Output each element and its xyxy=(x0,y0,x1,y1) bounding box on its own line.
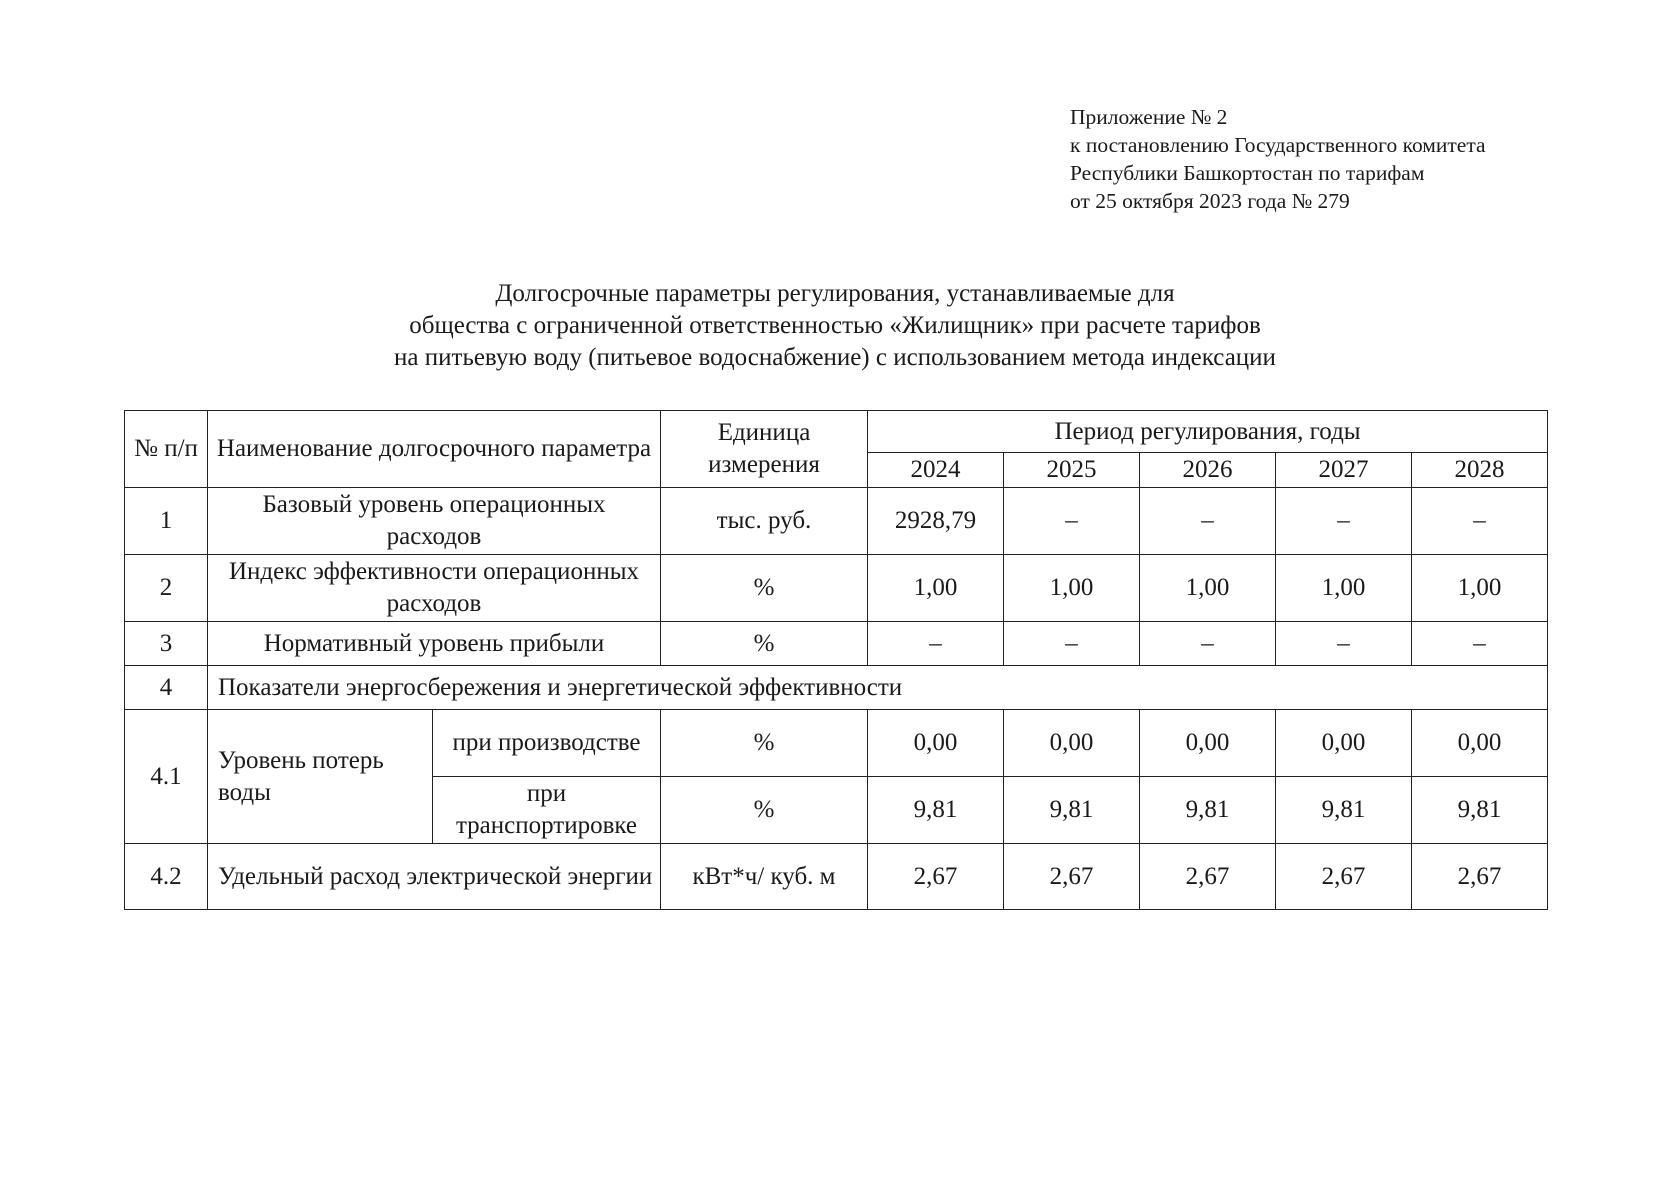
row-value: 2,67 xyxy=(868,844,1004,910)
row-value: – xyxy=(1412,488,1548,555)
table-row xyxy=(125,710,1548,777)
header-year: 2028 xyxy=(1412,453,1548,488)
row-unit: % xyxy=(661,710,868,777)
row-value: 0,00 xyxy=(868,710,1004,777)
row-value: 1,00 xyxy=(1412,555,1548,622)
row-num: 4 xyxy=(125,666,208,710)
header-period: Период регулирования, годы xyxy=(868,411,1548,453)
row-num: 2 xyxy=(125,555,208,622)
row-value: 9,81 xyxy=(1004,777,1140,844)
parameters-table xyxy=(124,410,1548,910)
appendix-line-1: Приложение № 2 xyxy=(1070,105,1228,129)
row-unit: тыс. руб. xyxy=(661,488,868,555)
table-row xyxy=(125,622,1548,666)
row-num: 4.2 xyxy=(125,844,208,910)
row-value: 9,81 xyxy=(1276,777,1412,844)
row-value: 0,00 xyxy=(1140,710,1276,777)
row-value: – xyxy=(1412,622,1548,666)
header-year: 2025 xyxy=(1004,453,1140,488)
row-value: 0,00 xyxy=(1276,710,1412,777)
row-value: 9,81 xyxy=(1140,777,1276,844)
row-name: Уровень потерь воды xyxy=(208,710,433,844)
row-num: 4.1 xyxy=(125,710,208,844)
row-value: 1,00 xyxy=(1276,555,1412,622)
row-subname: при производстве xyxy=(433,710,661,777)
section-heading: Показатели энергосбережения и энергетической эффективности xyxy=(208,666,1548,710)
row-value: 0,00 xyxy=(1004,710,1140,777)
appendix-line-4: от 25 октября 2023 года № 279 xyxy=(1070,189,1350,213)
header-name: Наименование долгосрочного параметра xyxy=(208,411,661,488)
appendix-line-2: к постановлению Государственного комитета xyxy=(1070,133,1486,157)
row-value: 2,67 xyxy=(1412,844,1548,910)
row-value: 1,00 xyxy=(1140,555,1276,622)
table-row xyxy=(125,666,1548,710)
document-title xyxy=(170,278,1500,374)
title-line-1: Долгосрочные параметры регулирования, устанавливаемые для xyxy=(495,280,1175,307)
table-row xyxy=(125,844,1548,910)
row-value: 1,00 xyxy=(1004,555,1140,622)
title-line-2: общества с ограниченной ответственностью «Жилищник» при расчете тарифов xyxy=(409,312,1261,339)
row-num: 1 xyxy=(125,488,208,555)
header-year: 2026 xyxy=(1140,453,1276,488)
row-value: – xyxy=(868,622,1004,666)
header-unit: Единица измерения xyxy=(661,411,868,488)
header-year: 2024 xyxy=(868,453,1004,488)
row-value: – xyxy=(1140,488,1276,555)
row-value: 2,67 xyxy=(1004,844,1140,910)
row-unit: % xyxy=(661,622,868,666)
row-value: – xyxy=(1276,622,1412,666)
appendix-line-3: Республики Башкортостан по тарифам xyxy=(1070,161,1425,185)
row-name: Базовый уровень операционных расходов xyxy=(208,488,661,555)
row-value: 2,67 xyxy=(1140,844,1276,910)
row-unit: кВт*ч/ куб. м xyxy=(661,844,868,910)
table-row xyxy=(125,555,1548,622)
row-name: Индекс эффективности операционных расходов xyxy=(208,555,661,622)
header-num: № п/п xyxy=(125,411,208,488)
row-value: 2,67 xyxy=(1276,844,1412,910)
row-value: 9,81 xyxy=(1412,777,1548,844)
row-value: – xyxy=(1276,488,1412,555)
row-value: 9,81 xyxy=(868,777,1004,844)
row-name: Удельный расход электрической энергии xyxy=(208,844,661,910)
table-row xyxy=(125,488,1548,555)
row-value: 2928,79 xyxy=(868,488,1004,555)
header-year: 2027 xyxy=(1276,453,1412,488)
row-unit: % xyxy=(661,777,868,844)
row-value: – xyxy=(1140,622,1276,666)
row-name: Нормативный уровень прибыли xyxy=(208,622,661,666)
title-line-3: на питьевую воду (питьевое водоснабжение) с использованием метода индексации xyxy=(394,344,1276,371)
row-subname: при транспортировке xyxy=(433,777,661,844)
row-value: – xyxy=(1004,488,1140,555)
row-unit: % xyxy=(661,555,868,622)
row-value: – xyxy=(1004,622,1140,666)
row-num: 3 xyxy=(125,622,208,666)
header-row xyxy=(125,411,1548,453)
appendix-header xyxy=(1070,103,1486,215)
row-value: 1,00 xyxy=(868,555,1004,622)
row-value: 0,00 xyxy=(1412,710,1548,777)
